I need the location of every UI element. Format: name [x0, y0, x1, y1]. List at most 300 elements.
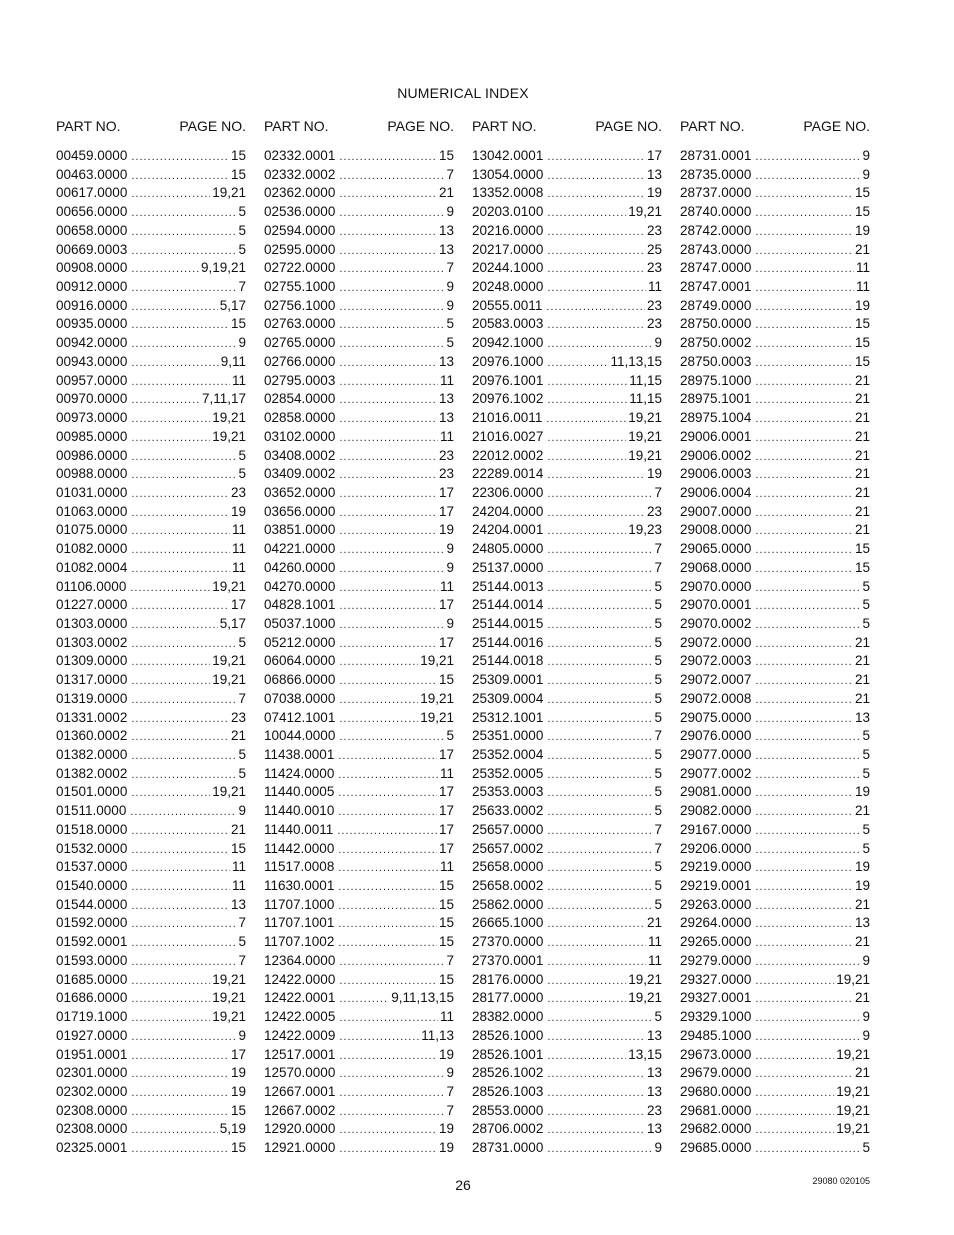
- page-reference: 5: [862, 840, 870, 856]
- page-reference: 11: [439, 578, 454, 594]
- page-reference: 9: [862, 952, 870, 968]
- page-reference: 17: [230, 1046, 246, 1062]
- index-entry: [56, 279, 246, 298]
- dot-leader: [131, 1106, 229, 1118]
- part-number: 25137.0000: [472, 559, 544, 575]
- page-reference: 5,19: [219, 1121, 246, 1137]
- dot-leader: [755, 188, 853, 200]
- part-number: 25144.0016: [472, 634, 544, 650]
- dot-leader: [547, 394, 627, 406]
- index-entry: [56, 185, 246, 204]
- dot-leader: [130, 582, 210, 594]
- dot-leader: [755, 806, 853, 818]
- page-reference: 9: [654, 1140, 662, 1156]
- page-reference: 5: [446, 335, 454, 351]
- page-reference: 5: [654, 878, 662, 894]
- part-number: 02308.0000: [56, 1121, 128, 1137]
- index-entry: [680, 522, 870, 541]
- index-entry: [56, 878, 246, 897]
- part-number: 29682.0000: [680, 1121, 752, 1137]
- part-number: 25658.0002: [472, 878, 544, 894]
- index-entry: [56, 298, 246, 317]
- part-number: 02765.0000: [264, 335, 336, 351]
- page-reference: 7: [654, 484, 662, 500]
- part-number: 24204.0000: [472, 503, 544, 519]
- dot-leader: [131, 226, 236, 238]
- page-reference: 9: [446, 1065, 454, 1081]
- part-number: 12422.0005: [264, 1009, 336, 1025]
- index-entry: [56, 616, 246, 635]
- part-number: 03652.0000: [264, 484, 336, 500]
- part-number: 28742.0000: [680, 222, 752, 238]
- index-entry: [264, 298, 454, 317]
- dot-leader: [131, 619, 217, 631]
- page-reference: 21: [646, 915, 662, 931]
- dot-leader: [339, 563, 444, 575]
- part-number: 02858.0000: [264, 410, 336, 426]
- page-reference: 15: [438, 672, 454, 688]
- page-reference: 23: [230, 709, 246, 725]
- page-reference: 13: [646, 166, 662, 182]
- page-reference: 21: [854, 653, 870, 669]
- dot-leader: [755, 787, 853, 799]
- index-entry: [472, 204, 662, 223]
- index-entry: [472, 803, 662, 822]
- page-reference: 13: [646, 1083, 662, 1099]
- index-entry: [680, 990, 870, 1009]
- page-reference: 15: [854, 559, 870, 575]
- page-reference: 11: [855, 260, 870, 276]
- page-reference: 5: [862, 747, 870, 762]
- dot-leader: [131, 844, 229, 856]
- part-number: 01592.0000: [56, 915, 128, 931]
- index-entry: [472, 1140, 662, 1159]
- index-entry: [264, 579, 454, 598]
- dot-leader: [131, 638, 236, 650]
- dot-leader: [547, 675, 652, 687]
- page-no-header: PAGE NO.: [387, 118, 454, 134]
- part-number: 29673.0000: [680, 1046, 752, 1062]
- dot-leader: [755, 993, 853, 1005]
- part-number: 02795.0003: [264, 372, 336, 388]
- index-entry: [472, 597, 662, 616]
- part-number: 04221.0000: [264, 541, 336, 557]
- page-reference: 11,15: [629, 391, 662, 407]
- document-code: 29080 020105: [812, 1176, 870, 1186]
- dot-leader: [339, 694, 418, 706]
- dot-leader: [339, 245, 437, 257]
- index-entry: [472, 148, 662, 167]
- part-number: 00942.0000: [56, 335, 128, 351]
- index-entry: [56, 579, 246, 598]
- part-number: 29072.0000: [680, 634, 752, 650]
- page-reference: 5: [654, 765, 662, 781]
- part-number: 27370.0001: [472, 952, 544, 968]
- index-entry: [472, 316, 662, 335]
- part-number: 28975.1004: [680, 410, 752, 426]
- dot-leader: [755, 956, 860, 968]
- index-entry: [472, 728, 662, 747]
- page-reference: 7: [446, 1083, 454, 1099]
- index-entry: [56, 597, 246, 616]
- dot-leader: [755, 394, 853, 406]
- page-reference: 9: [862, 166, 870, 182]
- page-reference: 21: [230, 728, 246, 744]
- index-entry: [680, 448, 870, 467]
- page-reference: 19: [230, 1065, 246, 1081]
- index-entry: [472, 1121, 662, 1140]
- page-reference: 7: [446, 1102, 454, 1118]
- index-entry: [264, 466, 454, 485]
- part-number: 07038.0000: [264, 690, 336, 706]
- page-reference: 19: [230, 1083, 246, 1099]
- dot-leader: [131, 563, 230, 575]
- index-entry: [56, 485, 246, 504]
- part-number: 05212.0000: [264, 634, 336, 650]
- part-number: 29070.0001: [680, 597, 752, 613]
- dot-leader: [755, 862, 853, 874]
- page-reference: 7: [654, 559, 662, 575]
- dot-leader: [547, 488, 652, 500]
- index-column-2: [264, 118, 454, 1159]
- part-number: 02756.1000: [264, 297, 336, 313]
- dot-leader: [130, 806, 236, 818]
- page-reference: 21: [854, 634, 870, 650]
- dot-leader: [547, 937, 646, 949]
- part-number: 28735.0000: [680, 166, 752, 182]
- index-entry: [472, 616, 662, 635]
- page-reference: 19,21: [836, 1102, 870, 1118]
- index-entry: [472, 485, 662, 504]
- page-reference: 19,21: [212, 578, 246, 594]
- dot-leader: [337, 825, 437, 837]
- part-number: 00957.0000: [56, 372, 128, 388]
- page-reference: 11: [231, 878, 246, 894]
- page-reference: 5: [446, 316, 454, 332]
- page-reference: 19,21: [836, 1121, 870, 1137]
- page-reference: 5: [238, 765, 246, 781]
- page-reference: 19: [646, 466, 662, 482]
- dot-leader: [339, 319, 444, 331]
- index-entry: [472, 560, 662, 579]
- page-reference: 21: [230, 821, 246, 837]
- index-entry: [472, 466, 662, 485]
- index-entry: [264, 204, 454, 223]
- dot-leader: [755, 1124, 834, 1136]
- page-reference: 15: [230, 166, 246, 182]
- index-entry: [680, 766, 870, 785]
- part-number: 01331.0002: [56, 709, 128, 725]
- index-entry: [56, 691, 246, 710]
- index-entry: [680, 803, 870, 822]
- part-number: 25144.0014: [472, 597, 544, 613]
- index-entry: [680, 710, 870, 729]
- dot-leader: [339, 413, 437, 425]
- page-reference: 5: [654, 672, 662, 688]
- dot-leader: [755, 413, 853, 425]
- page-reference: 7: [238, 915, 246, 931]
- index-entry: [264, 672, 454, 691]
- index-entry: [264, 878, 454, 897]
- index-entry: [264, 822, 454, 841]
- index-entry: [264, 504, 454, 523]
- index-entry: [680, 784, 870, 803]
- part-number: 28526.1002: [472, 1065, 544, 1081]
- index-entry: [680, 1028, 870, 1047]
- page-reference: 9,11: [220, 353, 246, 369]
- part-number: 28177.0000: [472, 990, 544, 1006]
- dot-leader: [131, 731, 229, 743]
- part-number: 02594.0000: [264, 222, 336, 238]
- dot-leader: [755, 1031, 860, 1043]
- dot-leader: [131, 937, 236, 949]
- index-column-4: [680, 118, 870, 1159]
- dot-leader: [547, 582, 652, 594]
- dot-leader: [755, 600, 860, 612]
- part-number: 20942.1000: [472, 335, 544, 351]
- page-reference: 5: [654, 784, 662, 800]
- column-header: [680, 118, 870, 138]
- dot-leader: [131, 1012, 210, 1024]
- page-reference: 5: [654, 896, 662, 912]
- page-reference: 9: [862, 1027, 870, 1043]
- index-entry: [472, 1009, 662, 1028]
- dot-leader: [755, 769, 860, 781]
- dot-leader: [131, 1031, 236, 1043]
- part-number: 02722.0000: [264, 260, 336, 276]
- part-number: 29167.0000: [680, 821, 752, 837]
- dot-leader: [547, 338, 652, 350]
- index-entry: [264, 1047, 454, 1066]
- page-reference: 19,23: [628, 522, 662, 538]
- index-entry: [56, 972, 246, 991]
- part-number: 11517.0008: [264, 859, 335, 875]
- dot-leader: [131, 376, 230, 388]
- index-column-1: [56, 118, 246, 1159]
- index-entry: [472, 841, 662, 860]
- index-entry: [680, 167, 870, 186]
- dot-leader: [547, 282, 646, 294]
- part-number: 12667.0002: [264, 1102, 336, 1118]
- page-reference: 23: [646, 1102, 662, 1118]
- index-rows: [680, 148, 870, 1159]
- page-reference: 11: [647, 934, 662, 950]
- index-entry: [264, 803, 454, 822]
- dot-leader: [131, 525, 230, 537]
- dot-leader: [547, 750, 652, 762]
- part-number: 11707.1002: [264, 934, 335, 950]
- dot-leader: [755, 937, 853, 949]
- index-entry: [264, 859, 454, 878]
- part-number: 28526.1003: [472, 1083, 544, 1099]
- part-number: 12422.0000: [264, 971, 336, 987]
- part-number: 25633.0002: [472, 803, 544, 819]
- dot-leader: [755, 263, 854, 275]
- page-reference: 15: [438, 934, 454, 950]
- page-reference: 5: [862, 821, 870, 837]
- dot-leader: [339, 975, 437, 987]
- part-number: 25657.0000: [472, 821, 544, 837]
- dot-leader: [131, 488, 229, 500]
- part-number: 29219.0001: [680, 878, 752, 894]
- dot-leader: [131, 544, 230, 556]
- page-reference: 19,21: [212, 653, 246, 669]
- part-no-header: PART NO.: [680, 118, 745, 134]
- part-number: 12364.0000: [264, 952, 336, 968]
- index-entry: [264, 766, 454, 785]
- part-number: 29327.0001: [680, 990, 752, 1006]
- page-reference: 5: [654, 859, 662, 875]
- dot-leader: [547, 469, 645, 481]
- page-reference: 19,21: [212, 428, 246, 444]
- page-reference: 21: [438, 185, 454, 201]
- part-number: 06866.0000: [264, 672, 336, 688]
- dot-leader: [339, 956, 444, 968]
- dot-leader: [338, 806, 437, 818]
- page-reference: 11: [231, 559, 246, 575]
- dot-leader: [547, 975, 626, 987]
- part-number: 29081.0000: [680, 784, 752, 800]
- part-number: 07412.1001: [264, 709, 336, 725]
- page-reference: 21: [854, 503, 870, 519]
- part-number: 29072.0003: [680, 653, 752, 669]
- part-number: 25352.0004: [472, 747, 544, 762]
- page-reference: 17: [438, 821, 454, 837]
- index-entry: [472, 242, 662, 261]
- page-reference: 21: [854, 466, 870, 482]
- dot-leader: [755, 488, 853, 500]
- page-reference: 13,15: [628, 1046, 662, 1062]
- dot-leader: [131, 1143, 229, 1155]
- part-number: 02332.0002: [264, 166, 336, 182]
- dot-leader: [338, 900, 437, 912]
- index-entry: [264, 897, 454, 916]
- part-number: 26665.1000: [472, 915, 544, 931]
- dot-leader: [547, 1068, 645, 1080]
- part-number: 20216.0000: [472, 222, 544, 238]
- index-entry: [56, 672, 246, 691]
- index-entry: [56, 204, 246, 223]
- index-entry: [264, 316, 454, 335]
- part-number: 29006.0004: [680, 484, 752, 500]
- index-entry: [680, 1084, 870, 1103]
- part-number: 28747.0000: [680, 260, 752, 276]
- index-entry: [264, 728, 454, 747]
- page-reference: 11,15: [629, 372, 662, 388]
- page-reference: 21: [854, 896, 870, 912]
- page-reference: 15: [438, 896, 454, 912]
- dot-leader: [131, 451, 236, 463]
- part-number: 20976.1001: [472, 372, 544, 388]
- page-reference: 15: [854, 185, 870, 201]
- index-entry: [680, 1103, 870, 1122]
- dot-leader: [131, 918, 236, 930]
- part-number: 01719.1000: [56, 1009, 128, 1025]
- index-entry: [56, 148, 246, 167]
- dot-leader: [339, 1124, 437, 1136]
- page-reference: 19,21: [628, 971, 662, 987]
- dot-leader: [339, 993, 389, 1005]
- page-reference: 13: [438, 241, 454, 257]
- dot-leader: [131, 600, 229, 612]
- dot-leader: [339, 170, 444, 182]
- dot-leader: [339, 1143, 437, 1155]
- dot-leader: [547, 881, 652, 893]
- index-entry: [56, 822, 246, 841]
- dot-leader: [131, 862, 230, 874]
- part-number: 29070.0002: [680, 615, 752, 631]
- page-reference: 23: [646, 503, 662, 519]
- index-entry: [680, 541, 870, 560]
- page-reference: 15: [854, 316, 870, 332]
- index-entry: [56, 560, 246, 579]
- page-reference: 19,21: [628, 428, 662, 444]
- index-entry: [264, 934, 454, 953]
- dot-leader: [339, 525, 437, 537]
- index-entry: [472, 710, 662, 729]
- page-reference: 17: [438, 597, 454, 613]
- page-reference: 13: [854, 709, 870, 725]
- dot-leader: [755, 376, 853, 388]
- part-number: 29076.0000: [680, 728, 752, 744]
- dot-leader: [339, 507, 437, 519]
- page-reference: 23: [646, 297, 662, 313]
- dot-leader: [755, 638, 853, 650]
- index-entry: [56, 915, 246, 934]
- index-entry: [680, 1065, 870, 1084]
- part-number: 12921.0000: [264, 1140, 336, 1156]
- index-entry: [472, 448, 662, 467]
- dot-leader: [131, 825, 229, 837]
- index-entry: [680, 653, 870, 672]
- dot-leader: [547, 956, 646, 968]
- page-reference: 21: [854, 428, 870, 444]
- part-number: 12920.0000: [264, 1121, 336, 1137]
- part-number: 01382.0000: [56, 747, 128, 762]
- part-number: 02301.0000: [56, 1065, 128, 1081]
- dot-leader: [755, 675, 853, 687]
- page-reference: 15: [230, 1140, 246, 1156]
- index-entry: [680, 1140, 870, 1159]
- page-reference: 11: [231, 522, 246, 538]
- part-number: 03409.0002: [264, 466, 336, 482]
- dot-leader: [547, 1106, 645, 1118]
- page-reference: 11: [231, 541, 246, 557]
- dot-leader: [131, 881, 230, 893]
- part-number: 29485.1000: [680, 1027, 752, 1043]
- dot-leader: [131, 713, 229, 725]
- dot-leader: [131, 469, 236, 481]
- dot-leader: [131, 1087, 229, 1099]
- page-reference: 19,21: [628, 204, 662, 220]
- part-number: 11438.0001: [264, 747, 335, 762]
- page-reference: 23: [438, 447, 454, 463]
- index-entry: [680, 485, 870, 504]
- dot-leader: [131, 188, 210, 200]
- dot-leader: [547, 525, 626, 537]
- page-reference: 19: [854, 859, 870, 875]
- page-reference: 5,17: [219, 297, 246, 313]
- index-entry: [264, 635, 454, 654]
- part-number: 04270.0000: [264, 578, 336, 594]
- part-number: 01319.0000: [56, 690, 128, 706]
- index-entry: [264, 1121, 454, 1140]
- index-entry: [264, 260, 454, 279]
- dot-leader: [547, 713, 652, 725]
- part-number: 29327.0000: [680, 971, 752, 987]
- page-reference: 11: [231, 372, 246, 388]
- dot-leader: [339, 1012, 438, 1024]
